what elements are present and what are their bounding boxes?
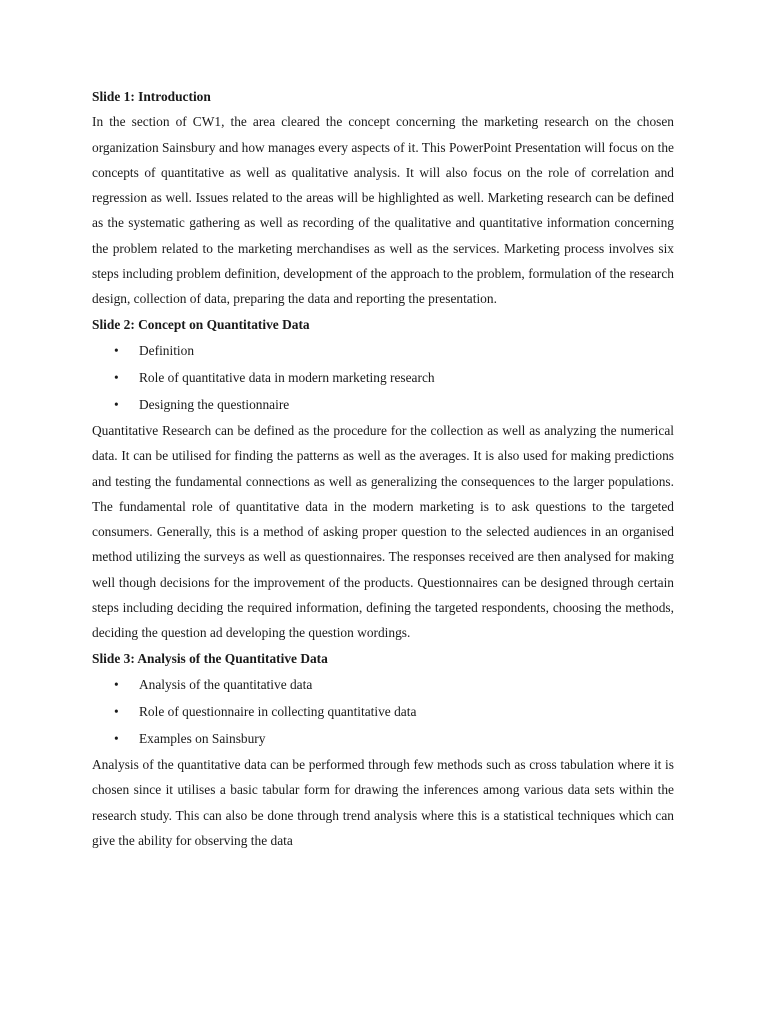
section-1-heading: Slide 1: Introduction <box>92 89 211 104</box>
section-2-heading: Slide 2: Concept on Quantitative Data <box>92 316 310 332</box>
bullet-item <box>92 725 674 752</box>
section-3-paragraph: Analysis of the quantitative data can be performed through few methods such as cross tabulation where it is chosen since it utilises a basic tabular form for drawing the inferences among various data sets within the research study. This can also be done through trend analysis where this is a statistical techniques which can give the ability for observing the data <box>92 756 674 848</box>
bullet-icon: • <box>114 730 119 746</box>
section-2-paragraph: Quantitative Research can be defined as the procedure for the collection as well as analyzing the numerical data. It can be utilised for finding the patterns as well as the averages. It is also used for making predictions and testing the fundamental connections as well as generalizing the consequences to the larger populations. The fundamental role of quantitative data in the modern marketing is to ask questions to the targeted consumers. Generally, this is a method of asking proper question to the selected audiences in an organised method utilizing the surveys as well as questionnaires. The responses received are then analysed for making well though decisions for the improvement of the products. Questionnaires can be designed through certain steps including deciding the required information, defining the targeted respondents, choosing the methods, deciding the question ad developing the question wordings. <box>92 422 674 641</box>
bullet-text: Role of quantitative data in modern marketing research <box>139 369 435 385</box>
bullet-icon: • <box>114 676 119 692</box>
bullet-text: Definition <box>139 342 195 358</box>
document-page <box>92 84 674 853</box>
bullet-text: Analysis of the quantitative data <box>139 676 313 692</box>
bullet-text: Role of questionnaire in collecting quantitative data <box>139 703 417 719</box>
bullet-text: Examples on Sainsbury <box>139 730 266 746</box>
bullet-item <box>92 698 674 725</box>
section-3-bullet-list <box>92 671 674 752</box>
bullet-text: Designing the questionnaire <box>139 396 290 412</box>
bullet-item <box>92 671 674 698</box>
bullet-icon: • <box>114 369 119 385</box>
section-3-heading: Slide 3: Analysis of the Quantitative Data <box>92 650 328 666</box>
section-2-bullet-list <box>92 337 674 418</box>
bullet-icon: • <box>114 342 119 358</box>
section-1-paragraph: In the section of CW1, the area cleared the concept concerning the marketing research on the chosen organization Sainsbury and how manages every aspects of it. This PowerPoint Presentation will focus on the concepts of quantitative as well as qualitative analysis. It will also focus on the role of correlation and regression as well. Issues related to the areas will be highlighted as well. Marketing research can be defined as the systematic gathering as well as recording of the qualitative and quantitative information concerning the problem related to the marketing merchandises as well as the services. Marketing process involves six steps including problem definition, development of the approach to the problem, formulation of the research design, collection of data, preparing the data and reporting the presentation. <box>92 114 674 307</box>
bullet-item <box>92 364 674 391</box>
bullet-item <box>92 337 674 364</box>
bullet-item <box>92 391 674 418</box>
bullet-icon: • <box>114 703 119 719</box>
bullet-icon: • <box>114 396 119 412</box>
